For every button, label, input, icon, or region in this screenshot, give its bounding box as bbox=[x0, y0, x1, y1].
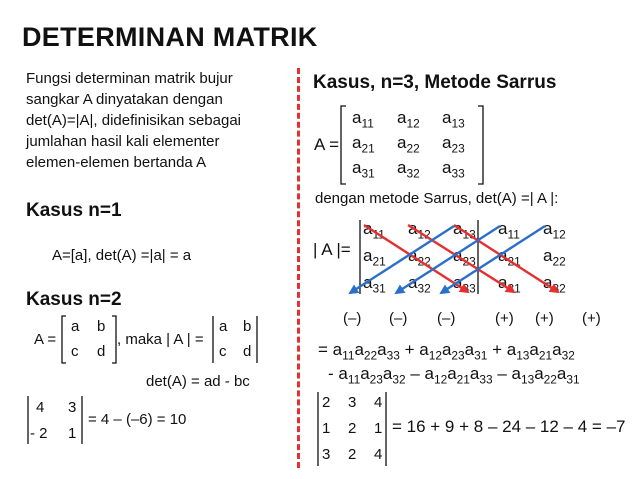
kasus3-heading: Kasus, n=3, Metode Sarrus bbox=[313, 72, 557, 93]
sarrus-cell: $a_{21}$ bbox=[498, 246, 521, 269]
kasus3-matrix-cell: $a_{13}$ bbox=[442, 108, 465, 131]
kasus2-heading: Kasus n=2 bbox=[26, 289, 122, 310]
blue-arrow bbox=[396, 226, 500, 296]
kasus3-matrix-cell: $a_{31}$ bbox=[352, 158, 375, 181]
kasus3-matrix-cell: $a_{33}$ bbox=[442, 158, 465, 181]
kasus2-example-cell: 3 bbox=[68, 399, 77, 416]
kasus3-example-cell: 2 bbox=[348, 446, 357, 463]
sarrus-cell: $a_{12}$ bbox=[408, 219, 431, 242]
sarrus-cell: $a_{12}$ bbox=[543, 219, 566, 242]
intro-line: det(A)=|A|, didefinisikan sebagai bbox=[26, 112, 242, 129]
intro-line: Fungsi determinan matrik bujur bbox=[26, 70, 233, 87]
kasus2-example-cell: 4 bbox=[36, 399, 45, 416]
sarrus-cell: $a_{22}$ bbox=[408, 246, 431, 269]
sarrus-cell: $a_{33}$ bbox=[453, 273, 476, 296]
kasus2-example-result: = 4 – (–6) = 10 bbox=[88, 411, 187, 428]
sarrus-cell: $a_{11}$ bbox=[363, 219, 385, 242]
red-arrow bbox=[454, 225, 558, 292]
kasus3-example-cell: 1 bbox=[322, 420, 331, 437]
kasus2-det-cell: b bbox=[243, 318, 252, 335]
kasus3-example-cell: 3 bbox=[322, 446, 331, 463]
kasus3-matrix-cell: $a_{32}$ bbox=[397, 158, 420, 181]
kasus2-det-cell: d bbox=[243, 343, 252, 360]
kasus3-a-eq: A = bbox=[314, 135, 340, 154]
kasus3-example-cell: 1 bbox=[374, 420, 383, 437]
bracket-right bbox=[478, 106, 483, 184]
kasus3-example-cell: 3 bbox=[348, 394, 357, 411]
kasus3-matrix-cell: $a_{21}$ bbox=[352, 133, 375, 156]
kasus3-matrix-cell: $a_{12}$ bbox=[397, 108, 420, 131]
kasus2-example-cell: 1 bbox=[68, 425, 77, 442]
kasus3-example-cell: 4 bbox=[374, 446, 383, 463]
sign-label: (–) bbox=[389, 310, 408, 327]
sarrus-cell: $a_{11}$ bbox=[498, 219, 520, 242]
intro-line: sangkar A dinyatakan dengan bbox=[26, 91, 223, 108]
kasus2-det-cell: a bbox=[219, 318, 228, 335]
kasus2-det-cell: c bbox=[219, 343, 227, 360]
sarrus-cell: $a_{32}$ bbox=[543, 273, 566, 296]
blue-arrow bbox=[441, 226, 545, 296]
kasus1-formula: A=[a], det(A) =|a| = a bbox=[52, 247, 192, 264]
sarrus-cell: $a_{22}$ bbox=[543, 246, 566, 269]
kasus3-example-cell: 4 bbox=[374, 394, 383, 411]
sarrus-cell: $a_{23}$ bbox=[453, 246, 476, 269]
sarrus-cell: $a_{31}$ bbox=[363, 273, 386, 296]
kasus3-matrix-cell: $a_{11}$ bbox=[352, 108, 374, 131]
blue-arrow bbox=[350, 226, 454, 296]
sarrus-text: dengan metode Sarrus, det(A) =| A |: bbox=[315, 190, 559, 207]
expansion-line-2: - $a_{11}a_{23}a_{32} - a_{12}a_{21}a_{33} - a_{13}a_{22}a_{31}$ bbox=[328, 364, 580, 387]
sign-label: (–) bbox=[437, 310, 456, 327]
kasus1-heading: Kasus n=1 bbox=[26, 200, 122, 221]
kasus2-matrix-cell: c bbox=[71, 343, 79, 360]
sarrus-cell: $a_{21}$ bbox=[363, 246, 386, 269]
red-arrow bbox=[408, 225, 514, 292]
intro-line: jumlahan hasil kali elementer bbox=[26, 133, 220, 150]
sign-label: (–) bbox=[343, 310, 362, 327]
page-title: DETERMINAN MATRIK bbox=[22, 22, 318, 52]
sarrus-cell: $a_{13}$ bbox=[453, 219, 476, 242]
kasus3-a-abs: | A |= bbox=[313, 240, 351, 259]
sarrus-cell: $a_{32}$ bbox=[408, 273, 431, 296]
kasus2-a-eq: A = bbox=[34, 331, 57, 348]
intro-line: elemen-elemen bertanda A bbox=[26, 154, 207, 171]
kasus2-det-formula: det(A) = ad - bc bbox=[146, 373, 250, 390]
bracket-right bbox=[112, 316, 116, 363]
sign-label: (+) bbox=[582, 310, 601, 327]
expansion-line-1: = $a_{11}a_{22}a_{33} + a_{12}a_{23}a_{31} + a_{13}a_{21}a_{32}$ bbox=[318, 340, 575, 363]
red-arrow bbox=[364, 225, 468, 292]
bracket-left bbox=[341, 106, 346, 184]
bracket-left bbox=[62, 316, 66, 363]
kasus3-matrix-cell: $a_{23}$ bbox=[442, 133, 465, 156]
sign-label: (+) bbox=[535, 310, 554, 327]
kasus3-matrix-cell: $a_{22}$ bbox=[397, 133, 420, 156]
kasus3-example-result: = 16 + 9 + 8 – 24 – 12 – 4 = –7 bbox=[392, 417, 626, 436]
kasus2-matrix-cell: b bbox=[97, 318, 106, 335]
kasus3-example-cell: 2 bbox=[348, 420, 357, 437]
kasus2-example-cell: - 2 bbox=[30, 425, 48, 442]
kasus3-example-cell: 2 bbox=[322, 394, 331, 411]
kasus2-matrix-cell: d bbox=[97, 343, 106, 360]
sign-label: (+) bbox=[495, 310, 514, 327]
sarrus-cell: $a_{31}$ bbox=[498, 273, 521, 296]
kasus2-matrix-cell: a bbox=[71, 318, 80, 335]
kasus2-maka: , maka | A | = bbox=[117, 331, 204, 348]
